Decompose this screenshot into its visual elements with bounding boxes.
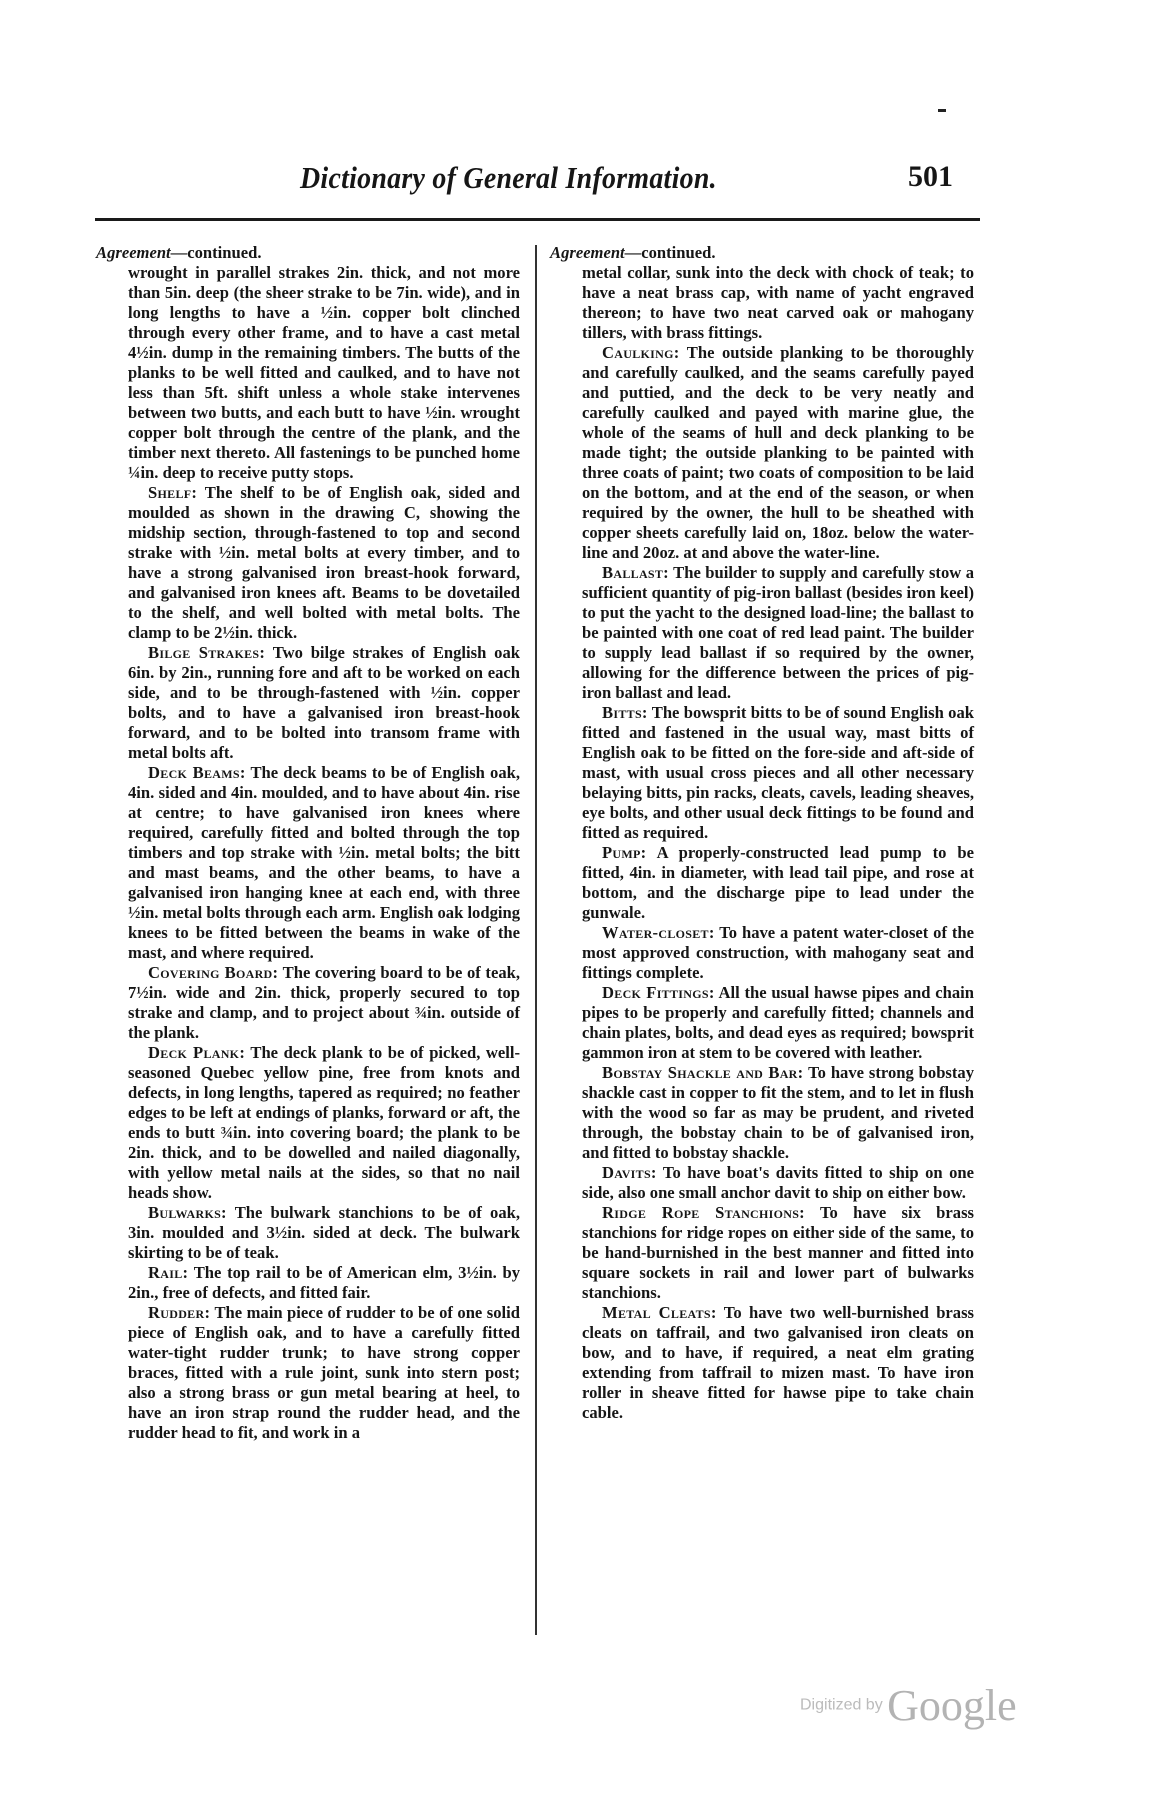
section-heading: Covering Board: — [148, 963, 279, 982]
digitized-watermark — [800, 1680, 1017, 1731]
section-paragraph — [582, 1303, 974, 1423]
section-paragraph — [582, 343, 974, 563]
section-paragraph — [582, 843, 974, 923]
section-paragraph — [582, 1203, 974, 1303]
section-text: Two bilge strakes of English oak 6in. by 2in., running fore and aft to be worked on each side, and to be through-fastened with ½in. copper bolts, and to have a galvanised iron breast-hook forward, and to be bolted into transom frame with metal bolts aft. — [128, 643, 520, 762]
continued-term: Agreement — [550, 243, 625, 262]
section-heading: Water-closet: — [602, 923, 715, 942]
section-heading: Bitts: — [602, 703, 648, 722]
continued-heading — [96, 243, 520, 263]
section-text: The bowsprit bitts to be of sound English oak fitted and fastened in the usual way, mast bitts of English oak to be fitted on the fore-side and aft-side of mast, with usual cross pieces and all other necessary belaying bitts, pin racks, cleats, cavels, leading sheaves, eye bolts, and other usual deck fittings to be found and fitted as required. — [582, 703, 974, 842]
section-text: All the usual hawse pipes and chain pipes to be properly and carefully fitted; channels and chain plates, bolts, and dead eyes as required; bowsprit gammon iron at stem to be covered with leather. — [582, 983, 974, 1062]
section-text: The deck beams to be of English oak, 4in. sided and 4in. moulded, and to have about 4in. rise at centre; to have galvanised iron knees where required, carefully fitted and bolted through the top timbers and top strake with ½in. metal bolts; the bitt and mast beams, and the other beams, to have a galvanised iron hanging knee at each end, with three ½in. metal bolts through each arm. English oak lodging knees to be fitted between the beams in wake of the mast, and where required. — [128, 763, 521, 962]
section-paragraph — [128, 643, 520, 763]
section-heading: Bobstay Shackle and Bar: — [602, 1063, 804, 1082]
section-heading: Ridge Rope Stanchions: — [602, 1203, 805, 1222]
section-text: The main piece of rudder to be of one solid piece of English oak, and to have a carefully fitted water-tight rudder trunk; to have strong copper braces, fitted with a rule joint, sunk into stern post; also a strong brass or gun metal bearing at heel, to have an iron strap round the rudder head, and the rudder head to fit, and work in a — [128, 1303, 520, 1442]
scan-speck — [938, 109, 946, 112]
continued-suffix: —continued. — [624, 243, 716, 262]
section-paragraph — [128, 483, 520, 643]
section-heading: Deck Fittings: — [602, 983, 715, 1002]
section-text: To have six brass stanchions for ridge ropes on either side of the same, to be hand-burnished in the best manner and fitted into square sockets in rail and lower part of bulwarks stanchions. — [582, 1203, 974, 1302]
section-paragraph — [128, 1303, 520, 1443]
right-column — [550, 243, 975, 1423]
section-heading: Caulking: — [602, 343, 680, 362]
left-sections — [128, 483, 520, 1443]
section-paragraph — [582, 563, 974, 703]
section-heading: Rudder: — [148, 1303, 211, 1322]
section-heading: Deck Beams: — [148, 763, 246, 782]
section-text: The covering board to be of teak, 7½in. wide and 2in. thick, properly secured to top strake and clamp, and to project about ¾in. outside of the plank. — [128, 963, 520, 1042]
section-text: To have two well-burnished brass cleats on taffrail, and two galvanised iron cleats on bow, and to have, if required, a neat elm grating extending from taffrail to mizen mast. To have iron roller in sheave fitted for hawse pipe to take chain cable. — [582, 1303, 974, 1422]
section-text: The deck plank to be of picked, well-seasoned Quebec yellow pine, free from knots and defects, in long lengths, tapered as required; no feather edges to be left at endings of planks, forward or aft, the ends to butt ¾in. into covering board; the plank to be 2in. thick, and to be dowelled and nailed diagonally, with yellow metal nails at the sides, so that no nail heads show. — [128, 1043, 520, 1202]
section-text: The shelf to be of English oak, sided and moulded as shown in the drawing C, showing the midship section, through-fastened to top and second strake with ½in. metal bolts at every timber, and to have a strong galvanised iron breast-hook forward, and galvanised iron knees aft. Beams to be dovetailed to the shelf, and well bolted with metal bolts. The clamp to be 2½in. thick. — [128, 483, 520, 642]
continued-term: Agreement — [96, 243, 171, 262]
header-rule — [95, 218, 980, 221]
section-paragraph — [582, 923, 974, 983]
section-heading: Metal Cleats: — [602, 1303, 717, 1322]
continued-suffix: —continued. — [170, 243, 262, 262]
section-heading: Davits: — [602, 1163, 657, 1182]
section-text: The outside planking to be thoroughly and carefully caulked, and the seams carefully payed and puttied, and the deck to be very neatly and carefully caulked and payed with marine glue, the whole of the seams of hull and deck planking to be made tight; the outside planking to be painted with three coats of paint; two coats of composition to be laid on the bottom, and at the end of the season, or when required by the owner, the hull to be sheathed with copper sheets carefully laid on, 18oz. below the water-line and 20oz. at and above the water-line. — [582, 343, 974, 562]
section-heading: Bilge Strakes: — [148, 643, 266, 662]
section-paragraph — [128, 1043, 520, 1203]
section-paragraph — [582, 703, 974, 843]
section-paragraph — [128, 963, 520, 1043]
section-paragraph — [128, 763, 520, 963]
section-text: To have strong bobstay shackle cast in copper to fit the stem, and to let in flush with the wood so far as may be prudent, and riveted through, the bobstay chain to be of galvanised iron, and fitted to bobstay shackle. — [582, 1063, 975, 1162]
running-head-title: Dictionary of General Information. — [300, 160, 717, 195]
page-number: 501 — [908, 160, 953, 193]
section-paragraph — [582, 1063, 974, 1163]
section-paragraph — [582, 983, 974, 1063]
section-heading: Ballast: — [602, 563, 670, 582]
right-sections — [582, 343, 974, 1423]
opening-paragraph: wrought in parallel strakes 2in. thick, and not more than 5in. deep (the sheer strake to be 7in. wide), and in long lengths to have a ½in. copper bolt clinched through every other frame, and to have a cast metal 4½in. dump in the remaining timbers. The butts of the planks to be well fitted and caulked, and to have not less than 5ft. shift unless a whole stake intervenes between two butts, and each butt to have ½in. wrought copper bolt through the centre of the plank, and the timber next thereto. All fastenings to be punched home ¼in. deep to receive putty stops. — [128, 263, 520, 482]
section-paragraph — [128, 1263, 520, 1303]
watermark-prefix: Digitized by — [800, 1696, 883, 1714]
section-heading: Pump: — [602, 843, 647, 862]
section-heading: Deck Plank: — [148, 1043, 246, 1062]
section-heading: Bulwarks: — [148, 1203, 227, 1222]
section-paragraph — [128, 1203, 520, 1263]
section-paragraph — [582, 1163, 974, 1203]
section-text: The bulwark stanchions to be of oak, 3in. moulded and 3½in. sided at deck. The bulwark skirting to be of teak. — [128, 1203, 520, 1262]
section-text: A properly-constructed lead pump to be fitted, 4in. in diameter, with lead tail pipe, and rose at bottom, and the discharge pipe to lead under the gunwale. — [582, 843, 974, 922]
section-heading: Shelf: — [148, 483, 198, 502]
continued-heading — [550, 243, 974, 263]
column-divider — [535, 245, 537, 1635]
section-text: The builder to supply and carefully stow a sufficient quantity of pig-iron ballast (besides iron keel) to put the yacht to the designed load-line; the ballast to be painted with one coat of red lead paint. The builder to supply lead ballast if so required by the owner, allowing for the difference between the prices of pig-iron ballast and lead. — [582, 563, 974, 702]
google-logo: Google — [887, 1681, 1017, 1730]
left-column — [96, 243, 521, 1443]
section-text: To have a patent water-closet of the most approved construction, with mahogany seat and fittings complete. — [582, 923, 974, 982]
section-heading: Rail: — [148, 1263, 189, 1282]
section-text: The top rail to be of American elm, 3½in. by 2in., free of defects, and fitted fair. — [128, 1263, 520, 1302]
opening-paragraph: metal collar, sunk into the deck with chock of teak; to have a neat brass cap, with name of yacht engraved thereon; to have two neat carved oak or mahogany tillers, with brass fittings. — [582, 263, 974, 342]
section-text: To have boat's davits fitted to ship on one side, also one small anchor davit to ship on either bow. — [582, 1163, 974, 1202]
